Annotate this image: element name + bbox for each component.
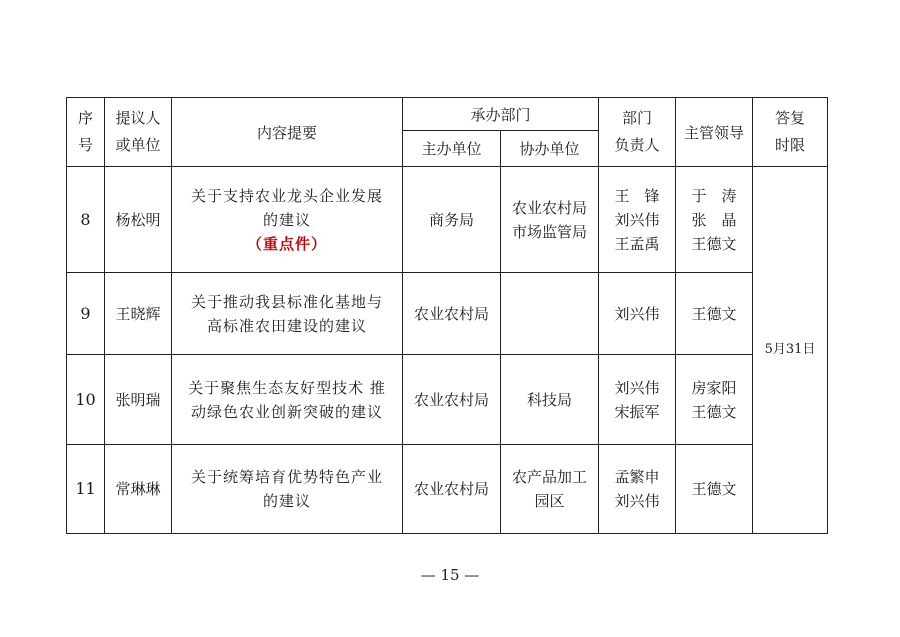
header-summary: 内容提要	[172, 98, 403, 167]
row-host-unit: 农业农村局	[403, 273, 501, 355]
header-host-unit: 主办单位	[403, 131, 501, 167]
row-number: 10	[67, 355, 105, 445]
row-summary: 关于支持农业龙头企业发展 的建议 （重点件）	[172, 167, 403, 273]
header-assist-unit: 协办单位	[501, 131, 599, 167]
row-host-unit: 农业农村局	[403, 445, 501, 534]
row-proposer: 常琳琳	[105, 445, 172, 534]
row-host-unit: 农业农村局	[403, 355, 501, 445]
deadline-value: 5月31日	[753, 167, 828, 534]
row-assist-unit: 农产品加工 园区	[501, 445, 599, 534]
row-summary: 关于统筹培育优势特色产业 的建议	[172, 445, 403, 534]
page-number: — 15 —	[420, 566, 480, 584]
row-dept-heads: 孟繁申 刘兴伟	[599, 445, 676, 534]
row-assist-unit	[501, 273, 599, 355]
header-dept-head: 部门 负责人	[599, 98, 676, 167]
row-leaders: 于 涛 张 晶 王德文	[676, 167, 753, 273]
header-seq: 序 号	[67, 98, 105, 167]
row-number: 11	[67, 445, 105, 534]
row-leaders: 王德文	[676, 273, 753, 355]
key-item-badge: （重点件）	[246, 234, 327, 253]
row-proposer: 杨松明	[105, 167, 172, 273]
row-summary: 关于推动我县标准化基地与 高标准农田建设的建议	[172, 273, 403, 355]
header-proposer: 提议人 或单位	[105, 98, 172, 167]
header-deadline: 答复 时限	[753, 98, 828, 167]
row-summary: 关于聚焦生态友好型技术 推 动绿色农业创新突破的建议	[172, 355, 403, 445]
header-leader: 主管领导	[676, 98, 753, 167]
row-proposer: 张明瑞	[105, 355, 172, 445]
row-number: 8	[67, 167, 105, 273]
row-host-unit: 商务局	[403, 167, 501, 273]
table-row	[67, 445, 828, 534]
row-proposer: 王晓辉	[105, 273, 172, 355]
proposal-table	[66, 97, 828, 534]
table-row	[67, 355, 828, 445]
row-assist-unit: 农业农村局 市场监管局	[501, 167, 599, 273]
table-row	[67, 167, 828, 273]
row-dept-heads: 刘兴伟 宋振军	[599, 355, 676, 445]
header-handling-dept: 承办部门	[403, 98, 599, 131]
table-row	[67, 273, 828, 355]
row-number: 9	[67, 273, 105, 355]
row-dept-heads: 刘兴伟	[599, 273, 676, 355]
row-dept-heads: 王 锋 刘兴伟 王孟禹	[599, 167, 676, 273]
row-leaders: 王德文	[676, 445, 753, 534]
row-leaders: 房家阳 王德文	[676, 355, 753, 445]
row-assist-unit: 科技局	[501, 355, 599, 445]
